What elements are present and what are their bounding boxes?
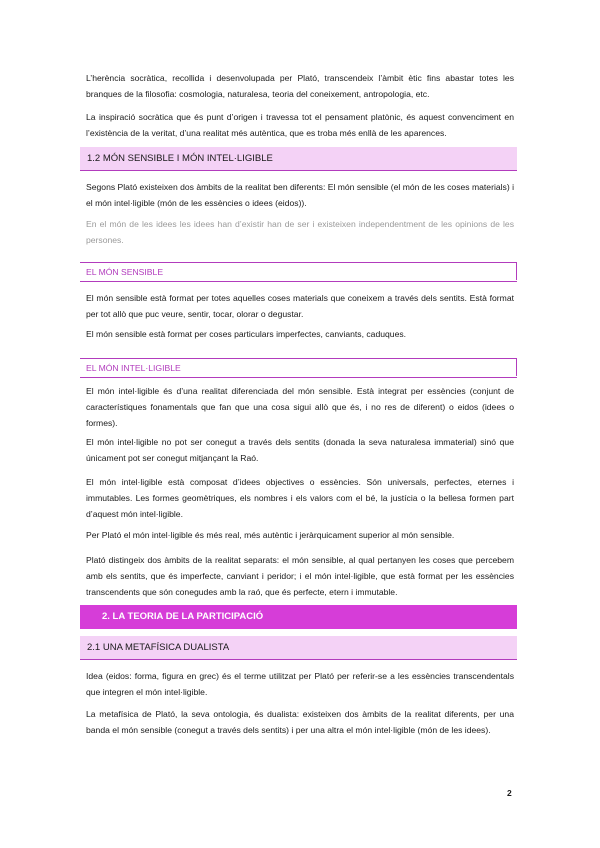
subheading-label: EL MÓN SENSIBLE: [86, 267, 164, 277]
page-number: 2: [507, 788, 512, 798]
paragraph: El món intel·ligible és d’una realitat diferenciada del món sensible. Està integrat per essències (conjunt de característiques fonamentals que fan que una cosa sigui allò que és, i no res de diferent) o eidos (idees o formes).: [86, 386, 514, 428]
paragraph: Plató distingeix dos àmbits de la realitat separats: el món sensible, al qual pertanyen les coses que percebem amb els sentits, que és imperfecte, canviant i peridor; i el món intel·ligible, que està format per les essències transcendents que són conegudes amb la raó, que és perfecte, etern i immutable.: [86, 555, 514, 597]
paragraph: El món sensible està format per coses particulars imperfectes, canviants, caduques.: [86, 329, 407, 339]
paragraph: Idea (eidos: forma, figura en grec) és el terme utilitzat per Plató per referir-se a les essències transcendentals que integren el món intel·ligible.: [86, 671, 514, 697]
paragraph: El món intel·ligible no pot ser conegut a través dels sentits (donada la seva naturalesa immaterial) sinó que únicament pot ser conegut mitjançant la Raó.: [86, 437, 514, 463]
subheading-label: EL MÓN INTEL·LIGIBLE: [86, 363, 181, 373]
divider: [80, 281, 517, 282]
subheading-mon-intelligible: [80, 358, 517, 376]
subheading-mon-sensible: [80, 262, 517, 280]
paragraph: Per Plató el món intel·ligible és més real, més autèntic i jeràrquicament superior al món sensible.: [86, 530, 455, 540]
paragraph: La inspiració socràtica que és punt d’origen i travessa tot el pensament platònic, és aquest convenciment en l’existència de la veritat, d’una realitat més autèntica, que es troba més enllà de les aparences.: [86, 112, 514, 138]
section-heading-2-1: 2.1 UNA METAFÍSICA DUALISTA: [80, 636, 517, 660]
section-heading-1-2: 1.2 MÓN SENSIBLE I MÓN INTEL·LIGIBLE: [80, 147, 517, 171]
paragraph: L’herència socràtica, recollida i desenvolupada per Plató, transcendeix l’àmbit ètic fins abastar totes les branques de la filosofia: cosmologia, naturalesa, teoria del coneixement, antropologia, etc.: [86, 73, 514, 99]
paragraph-grey: En el món de les idees les idees han d’existir han de ser i existeixen independentment de les opinions de les persones.: [86, 219, 514, 245]
section-heading-2: 2. LA TEORIA DE LA PARTICIPACIÓ: [80, 605, 517, 629]
paragraph: Segons Plató existeixen dos àmbits de la realitat ben diferents: El món sensible (el món de les coses materials) i el món intel·ligible (món de les essències o idees (eidos)).: [86, 182, 514, 208]
paragraph: La metafísica de Plató, la seva ontologia, és dualista: existeixen dos àmbits de la realitat diferents, per una banda el món sensible (conegut a través dels sentits) i per una altra el món intel·ligible (món de les idees).: [86, 709, 514, 735]
paragraph: El món intel·ligible està composat d’idees objectives o essències. Són universals, perfectes, eternes i immutables. Les formes geomètriques, els nombres i els valors com el bé, la justícia o la bellesa formen part d’aquest món intel·ligible.: [86, 477, 514, 519]
divider: [80, 377, 517, 378]
paragraph: El món sensible està format per totes aquelles coses materials que coneixem a través dels sentits. Està format per tot allò que puc veure, sentir, tocar, olorar o degustar.: [86, 293, 514, 319]
